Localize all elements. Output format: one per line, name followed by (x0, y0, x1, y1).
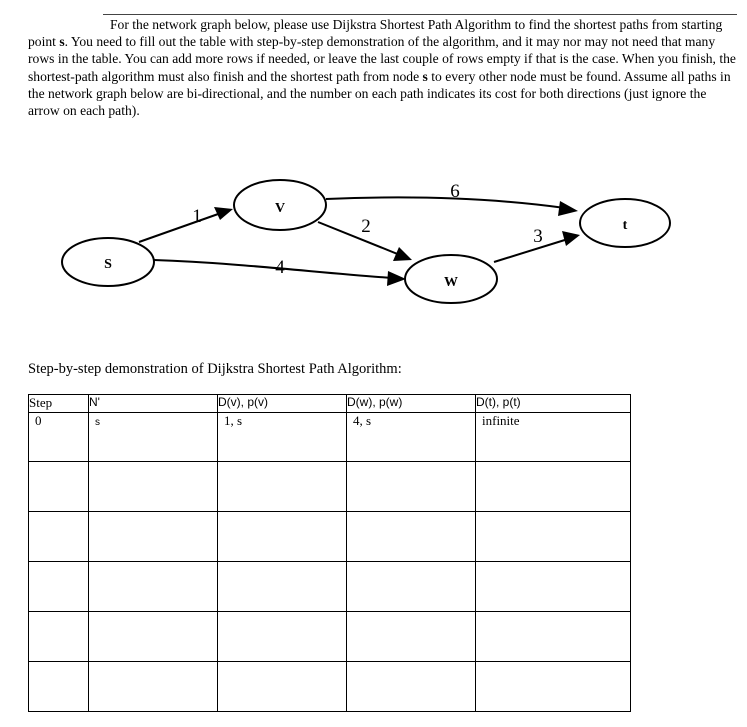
header-dt-pt: D(t), p(t) (476, 395, 631, 413)
table-cell[interactable] (218, 413, 347, 462)
table-cell[interactable] (218, 462, 347, 512)
table-cell[interactable] (29, 462, 89, 512)
edge-s-v-cost: 1 (192, 206, 202, 227)
instructions-text-2: . You need to fill out the table with step-by-step demonstration of the algorithm, and it may nor may not need that many rows in the table. You can add more rows if needed, or leave the last couple of rows empty if that is the case. When you finish, the shortest-path algorithm must also finish and the shortest path from node (28, 34, 736, 84)
edge-s-w (154, 260, 393, 278)
table-header-row (29, 395, 631, 413)
instructions-bold-node-s-2: s (422, 68, 428, 84)
edge-w-t (494, 239, 568, 262)
dijkstra-table (28, 394, 631, 712)
edge-v-w (318, 222, 400, 255)
instructions-paragraph (28, 16, 740, 119)
table-row (29, 462, 631, 512)
edge-s-v (139, 213, 221, 242)
edge-w-t-arrow (562, 231, 580, 246)
cell-dw-value: 4, s (353, 413, 372, 428)
cell-step-value: 0 (35, 413, 42, 428)
table-cell[interactable] (476, 562, 631, 612)
table-cell[interactable] (89, 512, 218, 562)
node-t-label: t (622, 218, 628, 233)
table-cell[interactable] (29, 562, 89, 612)
instructions-text-3: to every other node must be found. Assume all paths in the network graph below are bi-directional, and the number on each path indicates its cost for both directions (just ignore the arrow on each path). (28, 68, 731, 119)
header-dv-pv: D(v), p(v) (218, 395, 347, 413)
edge-w-t-cost: 3 (533, 226, 543, 247)
table-cell[interactable] (347, 662, 476, 712)
edge-v-t (326, 197, 565, 208)
header-dw-pw: D(w), p(w) (347, 395, 476, 413)
table-row (29, 512, 631, 562)
table-cell[interactable] (476, 662, 631, 712)
table-cell[interactable] (29, 612, 89, 662)
network-graph (0, 155, 747, 310)
table-cell[interactable] (347, 512, 476, 562)
table-cell[interactable] (347, 413, 476, 462)
top-rule (103, 14, 737, 15)
table-cell[interactable] (347, 612, 476, 662)
cell-dv-value: 1, s (224, 413, 243, 428)
node-v-label: V (274, 201, 286, 216)
table-cell[interactable] (476, 512, 631, 562)
node-w-label: W (444, 275, 458, 290)
table-cell[interactable] (476, 612, 631, 662)
table-row (29, 662, 631, 712)
edge-s-w-arrow (387, 271, 406, 286)
edge-v-t-cost: 6 (450, 181, 460, 202)
table-cell[interactable] (347, 462, 476, 512)
edge-v-w-cost: 2 (361, 216, 371, 237)
graph-edges (139, 197, 580, 286)
table-cell[interactable] (218, 562, 347, 612)
table-cell[interactable] (29, 413, 89, 462)
edge-v-t-arrow (558, 201, 578, 216)
table-cell[interactable] (218, 662, 347, 712)
instructions-text-1: For the network graph below, please use Dijkstra Shortest Path Algorithm to find the shortest paths from starting point (28, 17, 723, 50)
table-cell[interactable] (29, 512, 89, 562)
cell-dt-value: infinite (482, 413, 520, 428)
edge-s-w-cost: 4 (275, 257, 285, 278)
table-row (29, 413, 631, 462)
table-cell[interactable] (89, 612, 218, 662)
table-cell[interactable] (89, 562, 218, 612)
cell-n-prime-value: s (95, 417, 100, 428)
table-cell[interactable] (218, 612, 347, 662)
table-cell[interactable] (476, 462, 631, 512)
table-cell[interactable] (89, 662, 218, 712)
table-row (29, 562, 631, 612)
header-step: Step (29, 395, 89, 413)
table-cell[interactable] (347, 562, 476, 612)
table-caption: Step-by-step demonstration of Dijkstra Shortest Path Algorithm: (28, 361, 402, 377)
header-n-prime: N' (89, 395, 218, 413)
table-cell[interactable] (218, 512, 347, 562)
table-cell[interactable] (476, 413, 631, 462)
table-cell[interactable] (89, 462, 218, 512)
node-s-label: S (104, 257, 112, 272)
instructions-bold-node-s: s (59, 34, 65, 50)
table-cell[interactable] (29, 662, 89, 712)
table-row (29, 612, 631, 662)
table-cell[interactable] (89, 413, 218, 462)
